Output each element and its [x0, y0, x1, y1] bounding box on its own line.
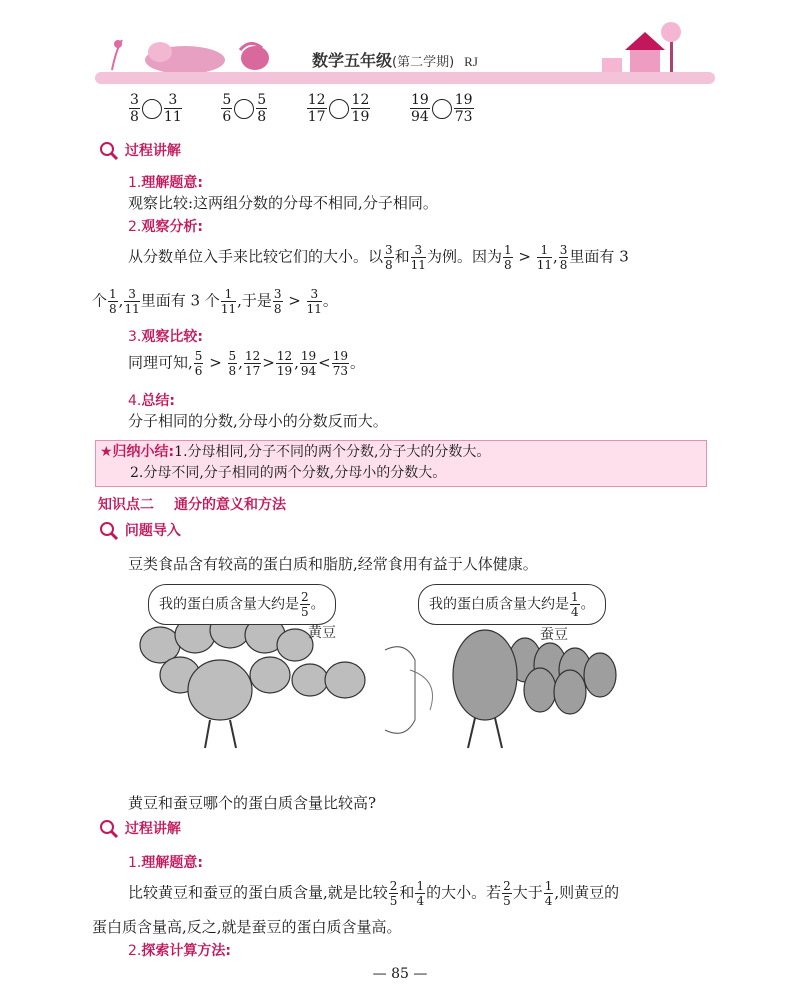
- fraction: [454, 93, 474, 124]
- step-heading: [128, 390, 175, 410]
- step-title: 理解题意:: [141, 855, 203, 871]
- fraction: $\frac{1}{4}$: [416, 879, 425, 908]
- text: 比较黄豆和蚕豆的蛋白质含量,就是比较: [128, 883, 388, 902]
- fraction: [129, 93, 140, 124]
- fraction: [570, 591, 580, 618]
- knowledge-point-heading: [98, 494, 286, 514]
- step-number: 4.: [128, 393, 142, 409]
- summary-label: ★归纳小结:: [100, 444, 175, 460]
- denominator: 17: [307, 109, 326, 125]
- label-soybean: 黄豆: [308, 625, 336, 641]
- step-number: 2.: [128, 943, 142, 959]
- step-number: 1.: [128, 175, 142, 191]
- question: 黄豆和蚕豆哪个的蛋白质含量比较高?: [128, 794, 377, 812]
- label-broadbean: 蚕豆: [540, 627, 568, 643]
- denominator: 4: [571, 605, 579, 619]
- numerator: 1: [571, 590, 579, 604]
- text: 从分数单位入手来比较它们的大小。以: [128, 247, 384, 266]
- step-title: 探索计算方法:: [141, 943, 231, 959]
- compare-circle[interactable]: [142, 99, 162, 119]
- fraction: $\frac{19}{73}$: [332, 349, 349, 378]
- fraction: $\frac{5}{6}$: [194, 349, 203, 378]
- step-heading: [128, 940, 231, 960]
- text: 和: [394, 247, 410, 266]
- paragraph: 观察比较:这两组分数的分母不相同,分子相同。: [128, 194, 438, 212]
- text: ,则黄豆的: [554, 883, 620, 902]
- step-number: 2.: [128, 219, 142, 235]
- denominator: 6: [222, 109, 232, 125]
- text: 的大小。若: [426, 883, 502, 902]
- step-heading: [128, 216, 203, 236]
- numerator: 3: [164, 93, 182, 109]
- denominator: 73: [454, 109, 473, 125]
- text: 大于: [512, 883, 543, 902]
- magnifier-icon: [98, 140, 120, 162]
- header-title: [312, 48, 478, 71]
- step-title: 观察分析:: [141, 219, 203, 235]
- numerator: 5: [222, 92, 232, 108]
- bubble-text: 我的蛋白质含量大约是: [429, 596, 569, 613]
- text: ,于是: [237, 291, 272, 310]
- fraction: $\frac{3}{11}$: [124, 287, 140, 316]
- text: 和: [399, 883, 415, 902]
- speech-bubble-soybean: [148, 584, 336, 625]
- fraction: [410, 93, 430, 124]
- summary-text: 1.分母相同,分子不同的两个分数,分子大的分数大。: [174, 444, 491, 460]
- fraction: $\frac{3}{8}$: [559, 243, 568, 272]
- fraction: $\frac{12}{17}$: [244, 349, 261, 378]
- fraction: $\frac{12}{19}$: [276, 349, 293, 378]
- kp-title: 通分的意义和方法: [174, 497, 286, 513]
- fraction: [300, 591, 310, 618]
- step-heading: [128, 326, 203, 346]
- paragraph: 个 $\frac{1}{8}$ , $\frac{3}{11}$ 里面有 3 个 $\frac{1}{11}$ ,于是 $\frac{3}{8}$ > $\frac{3}{11}$ 。: [92, 287, 338, 316]
- section-title: 过程讲解: [124, 821, 181, 837]
- fraction: $\frac{1}{8}$: [503, 243, 512, 272]
- denominator: 94: [410, 109, 429, 125]
- fraction: $\frac{1}{8}$: [109, 287, 117, 316]
- magnifier-icon: [98, 520, 120, 542]
- denominator: 19: [351, 109, 370, 125]
- bubble-text: 我的蛋白质含量大约是: [159, 596, 299, 613]
- text: 里面有 3: [569, 247, 629, 266]
- paragraph: 从分数单位入手来比较它们的大小。以 $\frac{3}{8}$ 和 $\frac{3}{11}$ 为例。因为 $\frac{1}{8}$ > $\frac{1}{11}$ , $\frac{3}{8}$ 里面有 3: [128, 243, 629, 272]
- paragraph: 同理可知, $\frac{5}{6}$ > $\frac{5}{8}$ , $\frac{12}{17}$ > $\frac{12}{19}$ , $\frac{19}{94}$ < $\frac{19}{73}$ 。: [128, 349, 366, 378]
- step-number: 1.: [128, 855, 142, 871]
- text: 里面有 3 个: [140, 291, 220, 310]
- paragraph: [128, 880, 619, 907]
- fraction: $\frac{19}{94}$: [300, 349, 317, 378]
- step-title: 观察比较:: [141, 329, 203, 345]
- text: 。: [322, 291, 338, 310]
- compare-item: [306, 92, 376, 125]
- compare-circle[interactable]: [329, 99, 349, 119]
- numerator: 5: [257, 92, 267, 108]
- fraction: [256, 93, 267, 124]
- section-heading: [98, 818, 181, 840]
- fraction: [307, 93, 327, 124]
- section-title: 过程讲解: [124, 143, 181, 159]
- kp-label: 知识点二: [98, 497, 154, 513]
- summary-line-1: [100, 441, 490, 463]
- step-number: 3.: [128, 329, 142, 345]
- numerator: 2: [301, 590, 309, 604]
- book-title: 数学五年级: [312, 51, 393, 70]
- numerator: 12: [351, 92, 370, 108]
- header-decoration-left: [100, 30, 280, 75]
- book-edition: RJ: [464, 54, 478, 69]
- section-title: 问题导入: [124, 523, 181, 539]
- text: 同理可知,: [128, 353, 193, 372]
- text: 为例。因为: [426, 247, 502, 266]
- compare-item: [409, 92, 475, 125]
- fraction: [164, 93, 182, 124]
- section-heading: [98, 140, 181, 162]
- denominator: 8: [130, 109, 139, 125]
- paragraph: 豆类食品含有较高的蛋白质和脂肪,经常食用有益于人体健康。: [128, 555, 538, 573]
- text: 个: [92, 291, 108, 310]
- header-decoration-right: [590, 18, 700, 78]
- book-semester: (第二学期): [392, 55, 455, 70]
- denominator: 5: [301, 605, 309, 619]
- fraction: $\frac{3}{11}$: [306, 287, 322, 316]
- fraction: $\frac{3}{11}$: [410, 243, 426, 272]
- section-heading: [98, 520, 181, 542]
- page-number: — 85 —: [372, 966, 428, 982]
- bubble-end: 。: [580, 596, 595, 613]
- fraction: $\frac{1}{11}$: [220, 287, 237, 316]
- compare-circle[interactable]: [432, 99, 452, 119]
- fraction: $\frac{2}{5}$: [503, 879, 511, 908]
- paragraph: 分子相同的分数,分母小的分数反而大。: [128, 412, 388, 430]
- magnifier-icon: [98, 818, 120, 840]
- numerator: 12: [307, 92, 326, 108]
- fraction: $\frac{1}{11}$: [536, 243, 552, 272]
- step-title: 理解题意:: [141, 175, 203, 191]
- flower-icon: [100, 30, 280, 75]
- numerator: 19: [410, 92, 429, 108]
- numerator: 3: [130, 92, 139, 108]
- step-heading: [128, 172, 203, 192]
- denominator: 8: [257, 109, 267, 125]
- bubble-end: 。: [310, 596, 325, 613]
- paragraph: 蛋白质含量高,反之,就是蚕豆的蛋白质含量高。: [92, 918, 402, 936]
- summary-line-2: 2.分母不同,分子相同的两个分数,分母小的分数大。: [130, 465, 447, 481]
- fraction: [221, 93, 232, 124]
- denominator: 11: [163, 109, 182, 125]
- house-icon: [590, 18, 700, 78]
- fraction: $\frac{5}{8}$: [228, 349, 237, 378]
- step-title: 总结:: [141, 393, 175, 409]
- fraction: $\frac{1}{4}$: [544, 879, 553, 908]
- fraction: $\frac{3}{8}$: [273, 287, 282, 316]
- header-band: [95, 72, 715, 84]
- speech-bubble-broadbean: [418, 584, 606, 625]
- compare-circle[interactable]: [234, 99, 254, 119]
- fraction: $\frac{2}{5}$: [389, 879, 398, 908]
- fraction: [351, 93, 371, 124]
- fraction: $\frac{3}{8}$: [385, 243, 393, 272]
- compare-item: [128, 92, 188, 125]
- numerator: 19: [454, 92, 473, 108]
- compare-item: [220, 92, 273, 125]
- compare-row: [128, 93, 475, 124]
- step-heading: [128, 852, 203, 872]
